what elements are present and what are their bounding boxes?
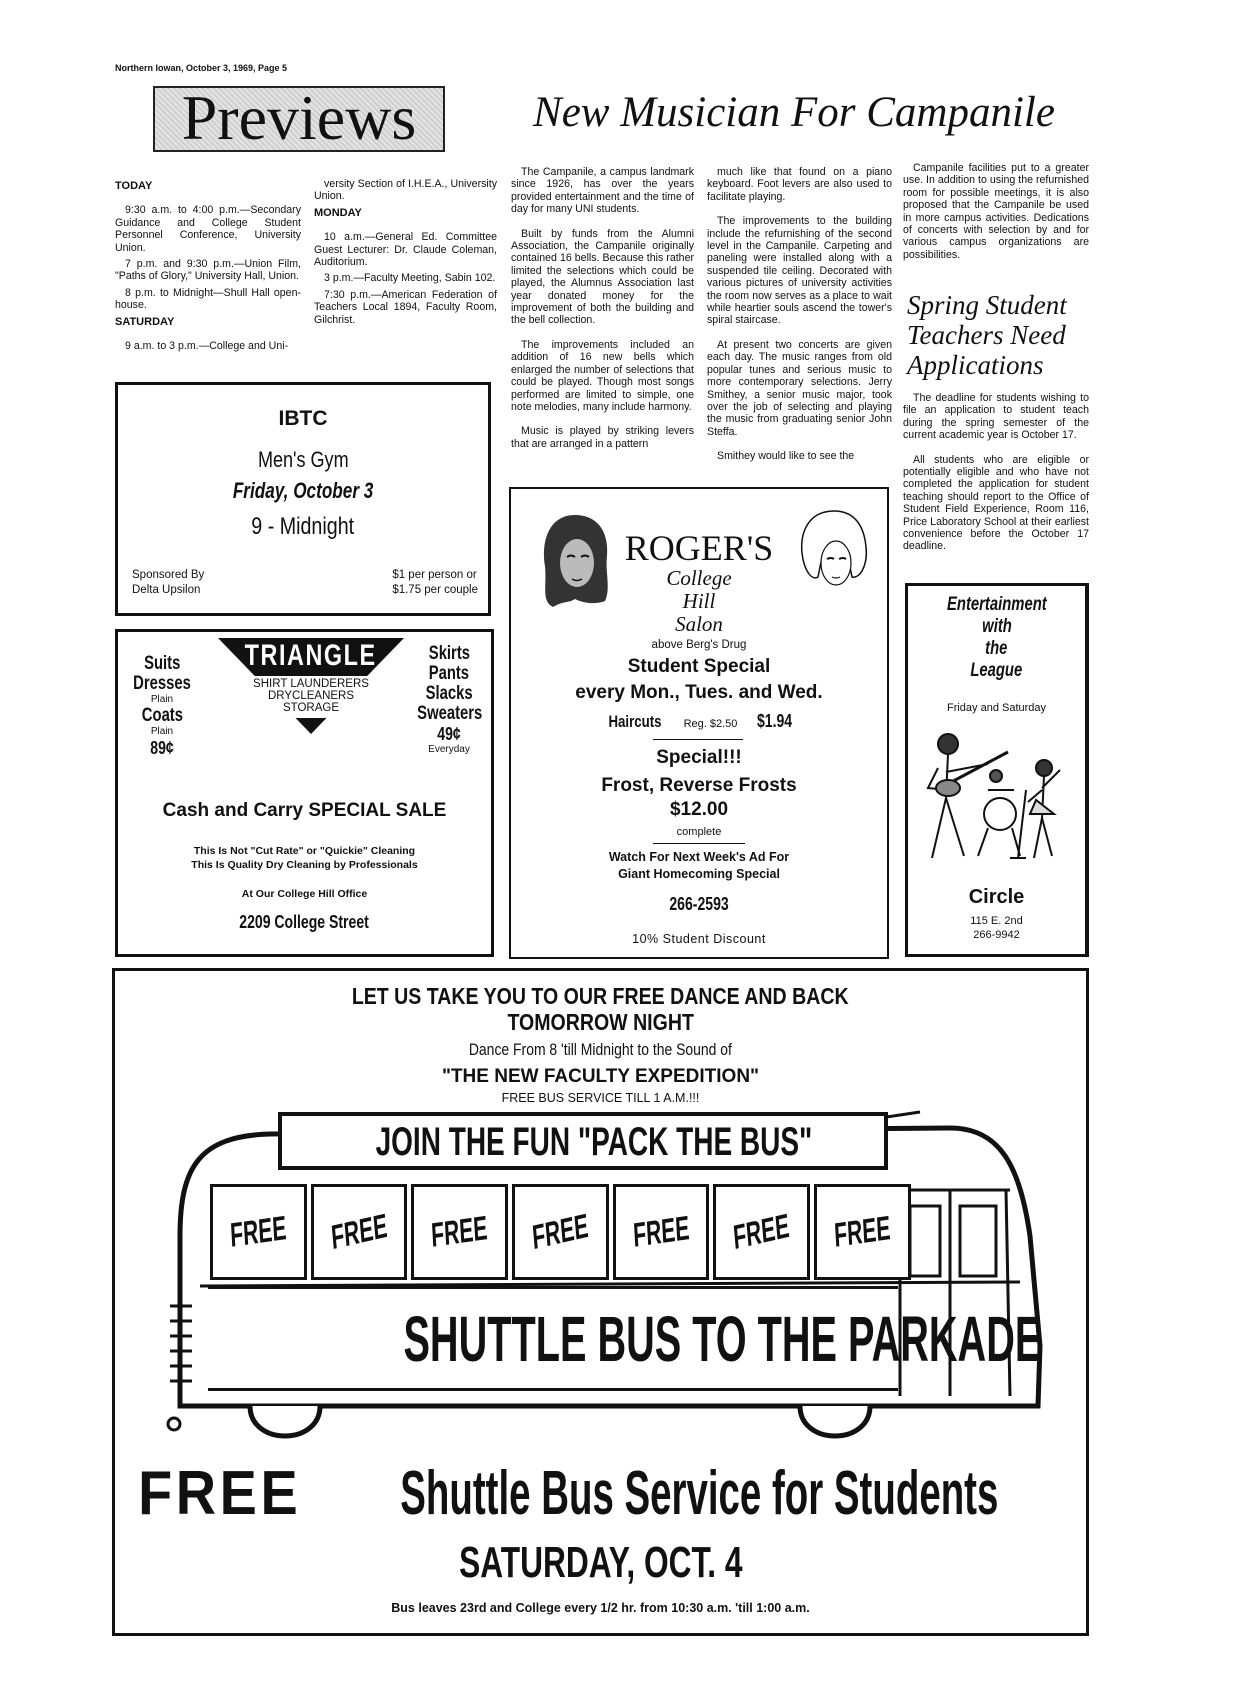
bus-window-label: FREE (732, 1206, 792, 1257)
roof-sign (278, 1112, 888, 1170)
ibtc-venue: Men's Gym (257, 447, 349, 472)
rogers-discount: 10% Student Discount (632, 932, 766, 946)
left-price: 89¢ (150, 738, 174, 758)
bus-window (613, 1184, 710, 1280)
ibtc-sponsor-line2: Delta Upsilon (132, 584, 201, 596)
circle-line2: with (981, 616, 1012, 637)
ibtc-ad (115, 382, 491, 616)
bus-window (512, 1184, 609, 1280)
left-item-suits: Suits (143, 653, 181, 674)
bus-window-label: FREE (530, 1206, 590, 1257)
rogers-sub1: College (666, 566, 732, 590)
bus-headline-2: TOMORROW NIGHT (507, 1009, 694, 1035)
bus-window-label: FREE (833, 1208, 892, 1255)
left-note-plain: Plain (150, 694, 174, 705)
left-note-plain-2: Plain (150, 726, 174, 737)
circle-line4: League (970, 660, 1023, 681)
triangle-logo-name: TRIANGLE (244, 639, 378, 672)
divider (653, 843, 745, 844)
paragraph: 3 p.m.—Faculty Meeting, Sabin 102. (324, 272, 496, 285)
rogers-complete: complete (676, 826, 722, 838)
day-heading: SATURDAY (115, 315, 175, 328)
bus-window-label: FREE (329, 1206, 389, 1257)
day-heading: TODAY (115, 180, 153, 192)
rogers-special2: Special!!! (656, 747, 742, 768)
ibtc-price-line2: $1.75 per couple (392, 584, 478, 596)
rogers-sub3: Salon (675, 612, 723, 636)
rogers-name: ROGER'S (624, 528, 774, 568)
ibtc-title: IBTC (278, 407, 328, 430)
rogers-regular-price: Reg. $2.50 (683, 718, 738, 730)
rogers-special: Student Special (627, 656, 771, 677)
ibtc-date: Friday, October 3 (232, 478, 374, 503)
rogers-frost: Frost, Reverse Frosts (601, 775, 797, 796)
circle-line3: the (985, 638, 1008, 659)
bus-window-label: FREE (229, 1208, 288, 1255)
right-item-pants: Pants (428, 663, 470, 684)
rogers-frost-price: $12.00 (669, 799, 729, 820)
paragraph: The improvements to the building include the refurnishing of the second level in the Campanile. Carpeting and paneling were installed along with a suspended tile ceiling. Decorated with various pictures of university activities the room now serves as a place to wait while heartier souls ascend the tower's spiral staircase. (707, 215, 892, 327)
bus-band-name: "THE NEW FACULTY EXPEDITION" (441, 1066, 760, 1087)
previews-column-1 (115, 180, 301, 356)
bus-shuttle-line: Shuttle Bus Service for Students (400, 1459, 999, 1528)
paragraph: 7:30 p.m.—American Federation of Teachers Local 1894, Faculty Room, Gilchrist. (314, 288, 497, 326)
ibtc-sponsor-line1: Sponsored By (132, 569, 205, 581)
circle-league-ad (905, 583, 1089, 957)
day-heading: MONDAY (314, 206, 362, 219)
bus-free: FREE (137, 1459, 302, 1528)
ibtc-price-line1: $1 per person or (392, 569, 477, 581)
campanile-headline: New Musician For Campanile (533, 89, 1055, 136)
rogers-sale-price: $1.94 (756, 711, 792, 731)
campanile-column-1 (511, 166, 694, 462)
bus-window-label: FREE (632, 1208, 691, 1255)
triangle-office: At Our College Hill Office (241, 888, 368, 900)
paragraph: 7 p.m. and 9:30 p.m.—Union Film, "Paths of Glory," University Hall, Union. (115, 258, 301, 283)
bus-windows (208, 1184, 898, 1280)
campanile-column-2 (707, 166, 892, 475)
paragraph: All students who are eligible or potentially eligible and who have not completed the application for student teaching should report to the Office of Student Field Experience, Room 116, Price Laboratory School at their earliest convenience before the October 17 deadline. (903, 453, 1089, 553)
circle-phone: 266-9942 (973, 929, 1020, 941)
paragraph: 8 p.m. to Midnight—Shull Hall open-house. (115, 286, 301, 312)
side-sign (208, 1286, 1042, 1391)
rogers-location: above Berg's Drug (651, 639, 747, 651)
rogers-haircuts-label: Haircuts (608, 712, 662, 731)
paragraph: 10 a.m.—General Ed. Committee Guest Lecturer: Dr. Claude Coleman, Auditorium. (314, 231, 497, 269)
circle-days: Friday and Saturday (946, 702, 1047, 714)
campanile-column-3 (903, 162, 1089, 273)
free-shuttle-bus-ad (112, 968, 1089, 1636)
right-price: 49¢ (437, 724, 461, 744)
circle-name: Circle (968, 886, 1025, 908)
paragraph: The Campanile, a campus landmark since 1926, has over the years provided entertainment and the time of day for many UNI students. (511, 166, 694, 216)
bus-service-line: FREE BUS SERVICE TILL 1 A.M.!!! (501, 1091, 700, 1105)
previews-column-2 (314, 178, 497, 330)
bus-window (814, 1184, 911, 1280)
paragraph: 9:30 a.m. to 4:00 p.m.—Secondary Guidance and College Student Personnel Conference, University Union. (115, 204, 301, 254)
bus-window (713, 1184, 810, 1280)
roof-sign-text: JOIN THE FUN "PACK THE BUS" (375, 1120, 813, 1164)
rogers-days: every Mon., Tues. and Wed. (575, 682, 823, 703)
triangle-cleaners-ad (115, 629, 494, 957)
page-header: Northern Iowan, October 3, 1969, Page 5 (115, 63, 288, 73)
paragraph: The deadline for students wishing to file an application to student teach during the spring semester of the current academic year is October 17. (903, 392, 1089, 442)
right-item-slacks: Slacks (425, 683, 473, 704)
ibtc-time: 9 - Midnight (251, 513, 355, 540)
paragraph: much like that found on a piano keyboard. Foot levers are also used to facilitate playing. (707, 166, 892, 203)
left-item-dresses: Dresses (133, 673, 191, 694)
paragraph: Smithey would like to see the (717, 450, 855, 463)
bus-date: SATURDAY, OCT. 4 (458, 1538, 743, 1587)
bus-window (210, 1184, 307, 1280)
bus-window (411, 1184, 508, 1280)
right-note-everyday: Everyday (428, 744, 470, 755)
triangle-line1: This Is Not "Cut Rate" or "Quickie" Cleaning (193, 845, 416, 857)
triangle-line2: This Is Quality Dry Cleaning by Professionals (191, 859, 418, 871)
bus-window (311, 1184, 408, 1280)
rogers-watch2: Giant Homecoming Special (618, 867, 780, 881)
triangle-logo-line1: SHIRT LAUNDERERS (253, 678, 369, 690)
rogers-sub2: Hill (682, 589, 716, 613)
triangle-address: 2209 College Street (239, 912, 370, 932)
circle-line1: Entertainment (946, 594, 1047, 615)
paragraph: Music is played by striking levers that are arranged in a pattern (511, 425, 694, 450)
paragraph: Campanile facilities put to a greater use. In addition to using the refurnished room for possible meetings, it is also proposed that the Campanile be used in more campus activities. Dedications of concerts with selection by and for various campus organizations are possibilities. (903, 162, 1089, 261)
bus-schedule: Bus leaves 23rd and College every 1/2 hr. from 10:30 a.m. 'till 1:00 a.m. (391, 1601, 810, 1615)
triangle-logo-line3: STORAGE (282, 702, 340, 714)
triangle-sale: Cash and Carry SPECIAL SALE (162, 800, 447, 821)
paragraph: versity Section of I.H.E.A., University Union. (314, 178, 497, 203)
bus-dance-line: Dance From 8 'till Midnight to the Sound of (468, 1040, 733, 1059)
circle-address: 115 E. 2nd (970, 915, 1023, 927)
rogers-salon-ad (509, 487, 889, 959)
divider (653, 739, 743, 740)
band-illustration-icon (918, 728, 1078, 878)
paragraph: The improvements included an addition of 16 new bells which enlarged the number of selections that could be played. Though most songs performed are limited to simple, one note melodies, many include harmony. (511, 338, 694, 413)
rogers-phone: 266-2593 (669, 894, 729, 914)
paragraph: Built by funds from the Alumni Association, the Campanile originally contained 16 bells. Because this rather limited the selections which could be played, the Alumnus Association last year donated money for the improvement of both the building and the bell collection. (511, 227, 694, 327)
side-sign-text: SHUTTLE BUS TO THE PARKADE (403, 1303, 1042, 1375)
student-teachers-headline: Spring Student Teachers Need Applications (907, 290, 1067, 380)
triangle-logo-line2: DRYCLEANERS (267, 690, 355, 702)
student-teachers-body (903, 392, 1089, 565)
right-item-sweaters: Sweaters (417, 703, 483, 724)
left-item-coats: Coats (141, 705, 183, 726)
right-item-skirts: Skirts (428, 643, 470, 664)
bus-headline-1: LET US TAKE YOU TO OUR FREE DANCE AND BACK (352, 983, 849, 1009)
paragraph: At present two concerts are given each day. The music ranges from old popular tunes and serious music to more contemporary selections. Jerry Smithey, a senior music major, took over the job of selecting and playing the music from graduating senior John Steffa. (707, 338, 892, 438)
paragraph: 9 a.m. to 3 p.m.—College and Uni- (125, 340, 289, 353)
previews-masthead (153, 82, 445, 153)
previews-title: Previews (181, 82, 417, 153)
rogers-watch1: Watch For Next Week's Ad For (608, 850, 790, 864)
bus-window-label: FREE (430, 1208, 489, 1255)
